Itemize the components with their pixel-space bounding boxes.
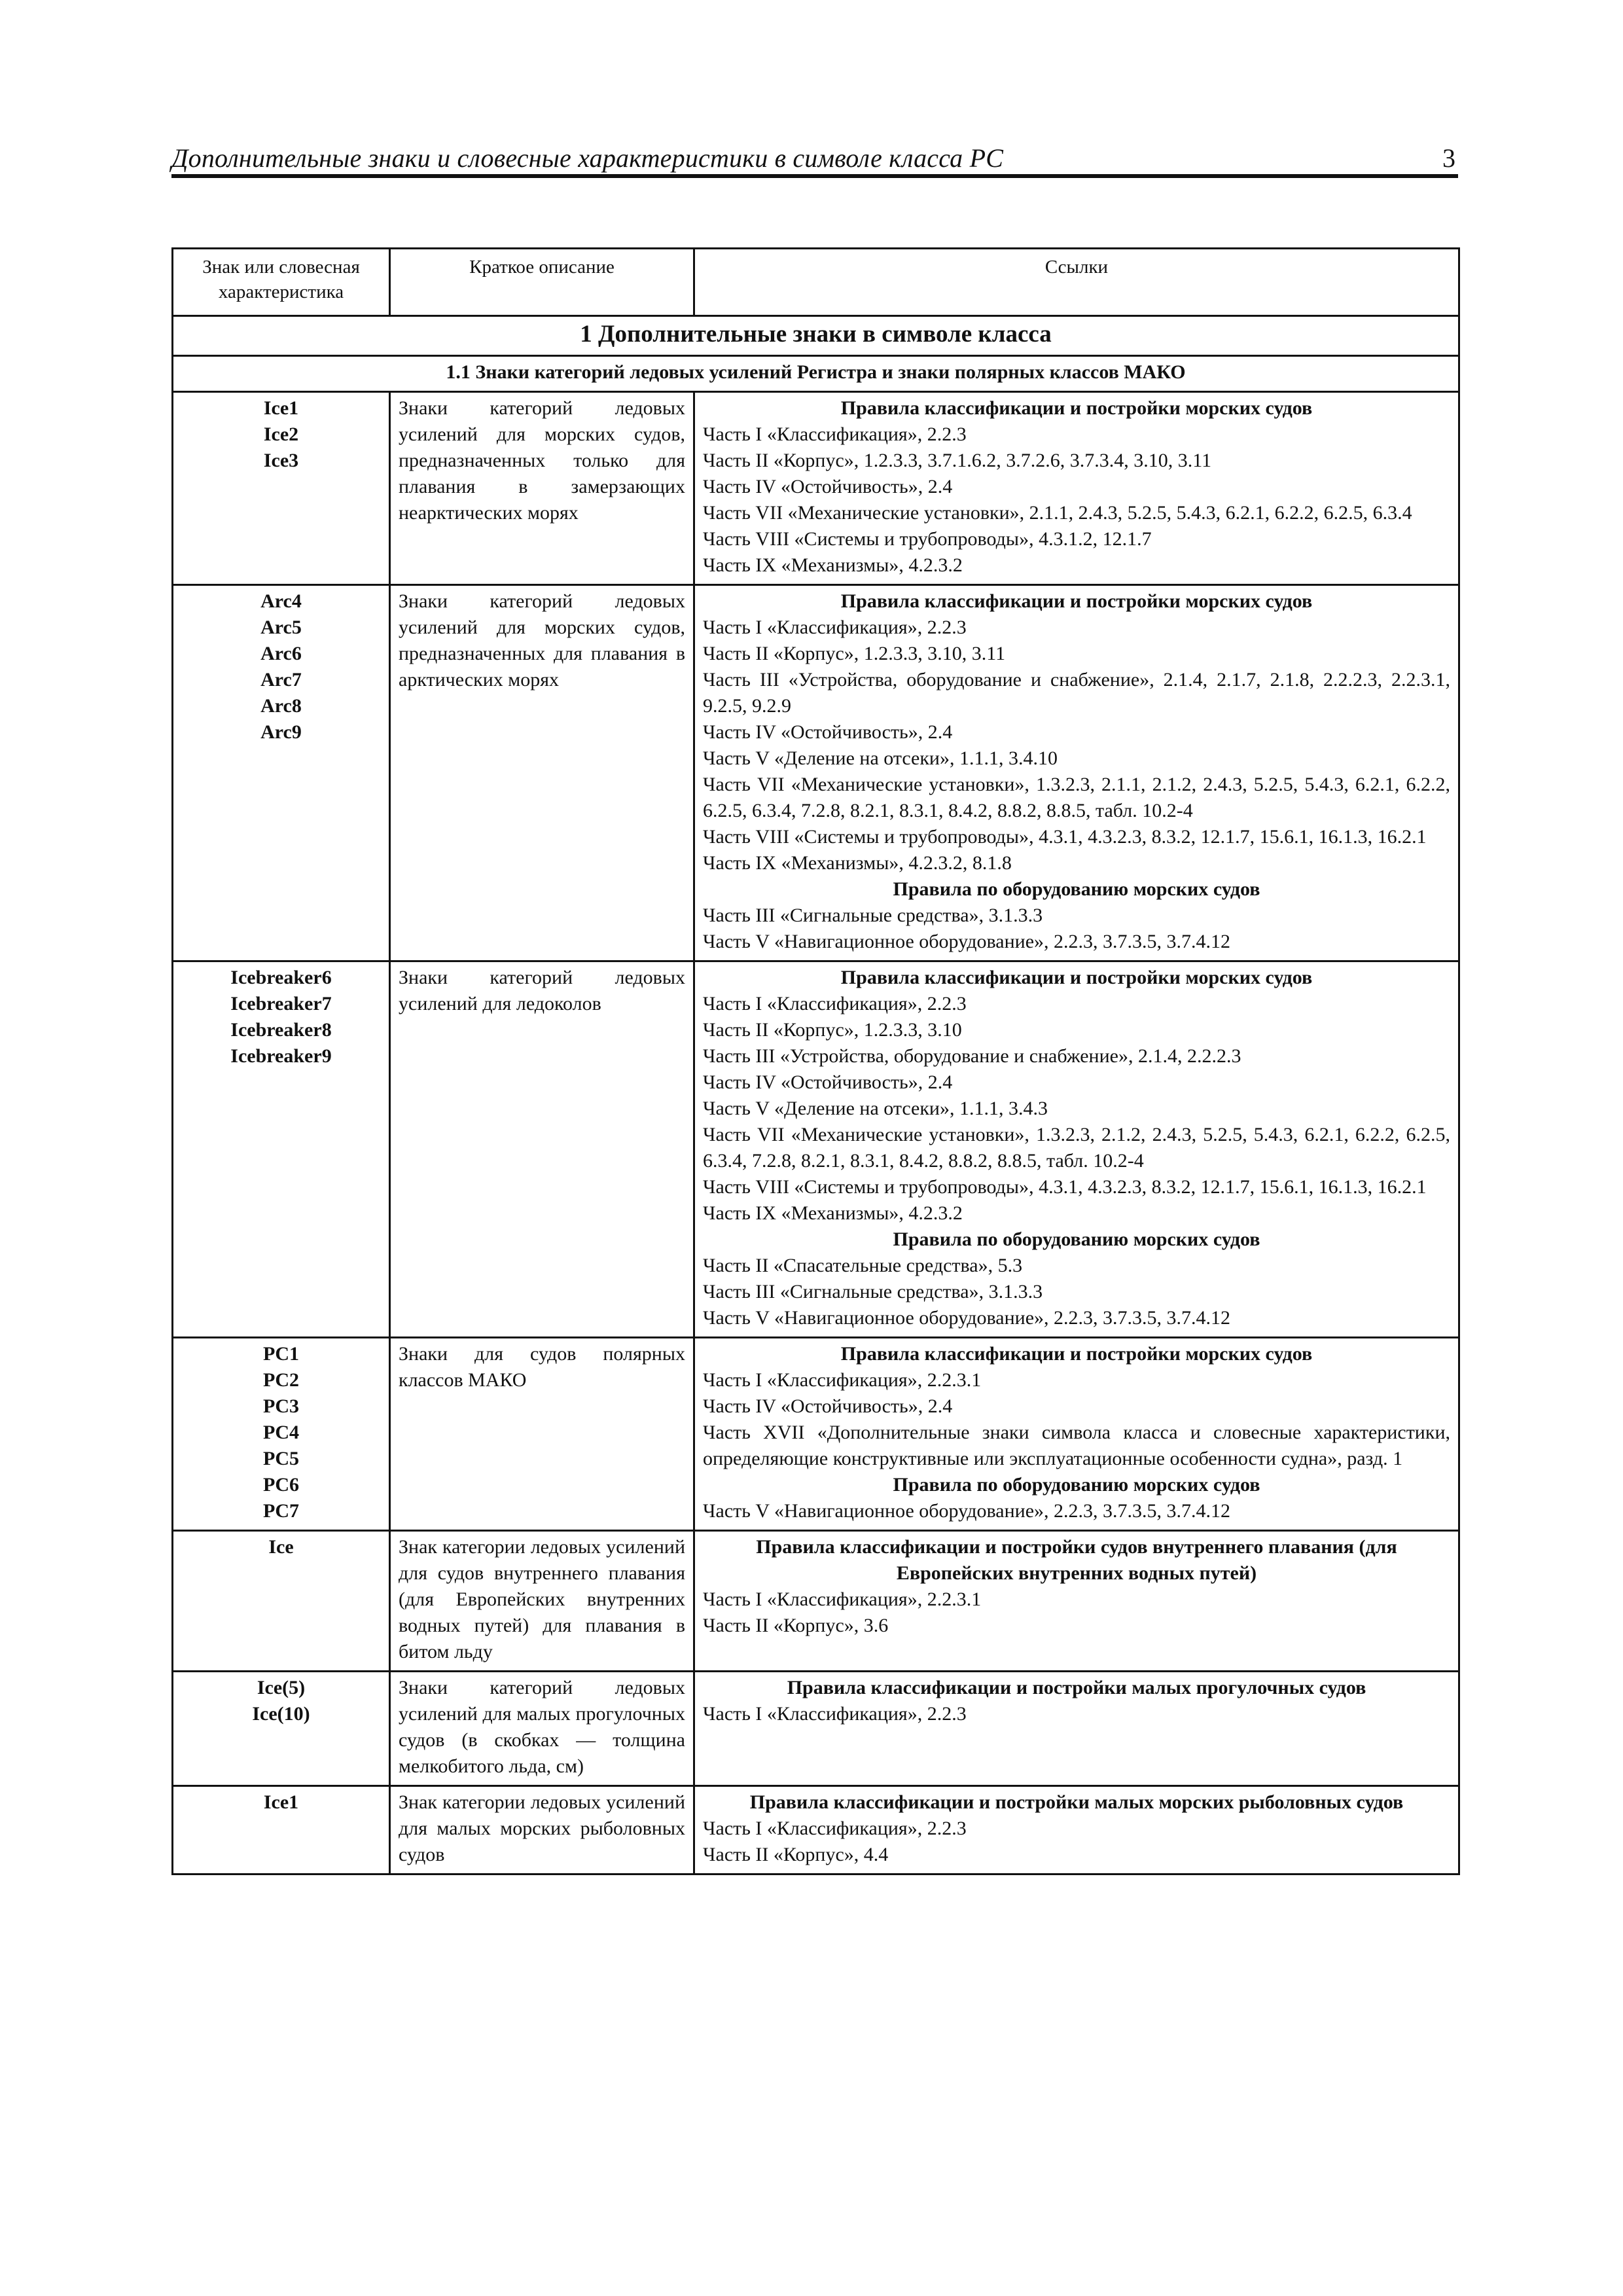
- sign-cell: [173, 1786, 390, 1874]
- class-sign: PC3: [263, 1395, 299, 1417]
- description-cell: Знаки категорий ледовых усилений для морских судов, предназначенных только для плавания в замерзающих неарктических морях: [390, 392, 694, 585]
- class-sign: Arc5: [260, 617, 302, 638]
- reference-line: Часть II «Спасательные средства», 5.3: [703, 1255, 1023, 1276]
- reference-line: Часть I «Классификация», 2.2.3: [703, 423, 967, 445]
- reference-line: Часть III «Устройства, оборудование и снабжение», 2.1.4, 2.2.2.3: [703, 1045, 1241, 1067]
- reference-line: Часть VIII «Системы и трубопроводы», 4.3.1, 4.3.2.3, 8.3.2, 12.1.7, 15.6.1, 16.1.3, 16.2.1: [703, 826, 1427, 848]
- class-sign: PC1: [263, 1343, 299, 1365]
- class-sign: PC4: [263, 1422, 299, 1443]
- table-header-row: [173, 249, 1459, 316]
- references-cell: [694, 1786, 1459, 1874]
- reference-line: Часть III «Сигнальные средства», 3.1.3.3: [703, 1281, 1043, 1302]
- class-sign: Arc9: [260, 721, 302, 743]
- reference-line: Часть IX «Механизмы», 4.2.3.2: [703, 1202, 963, 1224]
- reference-line: Часть I «Классификация», 2.2.3.1: [703, 1588, 982, 1610]
- reference-line: Часть II «Корпус», 1.2.3.3, 3.7.1.6.2, 3.7.2.6, 3.7.3.4, 3.10, 3.11: [703, 450, 1212, 471]
- references-cell: [694, 1672, 1459, 1786]
- class-sign: Ice1: [263, 397, 299, 419]
- table-row: [173, 961, 1459, 1338]
- rules-title: Правила классификации и постройки морских судов: [840, 1343, 1313, 1365]
- column-header-references: Ссылки: [694, 249, 1459, 316]
- reference-line: Часть IV «Остойчивость», 2.4: [703, 1071, 953, 1093]
- references-cell: [694, 961, 1459, 1338]
- section-title: 1 Дополнительные знаки в символе класса: [173, 316, 1459, 356]
- table-row: [173, 1672, 1459, 1786]
- sign-cell: [173, 961, 390, 1338]
- class-sign: PC5: [263, 1448, 299, 1469]
- table-row: [173, 1338, 1459, 1531]
- reference-line: Часть II «Корпус», 1.2.3.3, 3.10, 3.11: [703, 643, 1006, 664]
- reference-line: Часть VIII «Системы и трубопроводы», 4.3.1.2, 12.1.7: [703, 528, 1152, 550]
- sign-cell: [173, 1672, 390, 1786]
- class-sign: Ice: [268, 1536, 294, 1558]
- rules-title: Правила классификации и постройки малых прогулочных судов: [787, 1677, 1366, 1698]
- reference-line: Часть I «Классификация», 2.2.3: [703, 993, 967, 1014]
- subsection-title-row: [173, 356, 1459, 392]
- reference-line: Часть V «Навигационное оборудование», 2.2.3, 3.7.3.5, 3.7.4.12: [703, 1500, 1231, 1522]
- references-cell: [694, 1531, 1459, 1672]
- rules-title: Правила по оборудованию морских судов: [893, 1474, 1260, 1496]
- rules-title: Правила по оборудованию морских судов: [893, 1229, 1260, 1250]
- reference-line: Часть V «Навигационное оборудование», 2.2.3, 3.7.3.5, 3.7.4.12: [703, 1307, 1231, 1329]
- rules-title: Правила классификации и постройки судов внутреннего плавания (для Европейских внутренних водных путей): [756, 1536, 1397, 1584]
- reference-line: Часть IV «Остойчивость», 2.4: [703, 476, 953, 497]
- class-notation-table: [171, 247, 1460, 1875]
- class-sign: Icebreaker6: [230, 967, 332, 988]
- reference-line: Часть III «Устройства, оборудование и снабжение», 2.1.4, 2.1.7, 2.1.8, 2.2.2.3, 2.2.3.1, 9.2.5, 9.2.9: [703, 669, 1450, 717]
- column-header-sign: Знак или словесная характеристика: [173, 249, 390, 316]
- class-sign: PC7: [263, 1500, 299, 1522]
- table-row: [173, 585, 1459, 961]
- rules-title: Правила классификации и постройки малых морских рыболовных судов: [749, 1791, 1404, 1813]
- reference-line: Часть VII «Механические установки», 1.3.2.3, 2.1.1, 2.1.2, 2.4.3, 5.2.5, 5.4.3, 6.2.1, 6.2.2, 6.2.5, 6.3.4, 7.2.8, 8.2.1, 8.3.1, 8.4.2, 8.8.2, 8.8.5, табл. 10.2-4: [703, 774, 1450, 821]
- references-cell: [694, 585, 1459, 961]
- description-cell: Знаки категорий ледовых усилений для малых прогулочных судов (в скобках — толщина мелкобитого льда, см): [390, 1672, 694, 1786]
- description-cell: Знаки категорий ледовых усилений для морских судов, предназначенных для плавания в арктических морях: [390, 585, 694, 961]
- reference-line: Часть II «Корпус», 4.4: [703, 1844, 889, 1865]
- section-title-row: [173, 316, 1459, 356]
- reference-line: Часть VII «Механические установки», 1.3.2.3, 2.1.2, 2.4.3, 5.2.5, 5.4.3, 6.2.1, 6.2.2, 6.2.5, 6.3.4, 7.2.8, 8.2.1, 8.3.1, 8.4.2, 8.8.2, 8.8.5, табл. 10.2-4: [703, 1124, 1450, 1172]
- reference-line: Часть III «Сигнальные средства», 3.1.3.3: [703, 905, 1043, 926]
- header-title: Дополнительные знаки и словесные характеристики в символе класса РС: [171, 143, 1004, 173]
- class-sign: Ice2: [263, 423, 299, 445]
- rules-title: Правила по оборудованию морских судов: [893, 878, 1260, 900]
- description-cell: Знак категории ледовых усилений для малых морских рыболовных судов: [390, 1786, 694, 1874]
- class-sign: PC6: [263, 1474, 299, 1496]
- reference-line: Часть II «Корпус», 1.2.3.3, 3.10: [703, 1019, 962, 1041]
- reference-line: Часть XVII «Дополнительные знаки символа класса и словесные характеристики, определяющие конструктивные или эксплуатационные особенности судна», разд. 1: [703, 1422, 1450, 1469]
- class-sign: Ice1: [263, 1791, 299, 1813]
- reference-line: Часть V «Деление на отсеки», 1.1.1, 3.4.3: [703, 1098, 1048, 1119]
- column-header-description: Краткое описание: [390, 249, 694, 316]
- class-sign: Icebreaker7: [230, 993, 332, 1014]
- rules-title: Правила классификации и постройки морских судов: [840, 397, 1313, 419]
- table-row: [173, 1531, 1459, 1672]
- description-cell: Знаки для судов полярных классов МАКО: [390, 1338, 694, 1531]
- class-sign: Ice3: [263, 450, 299, 471]
- sign-cell: [173, 1531, 390, 1672]
- table-row: [173, 392, 1459, 585]
- class-sign: Icebreaker8: [230, 1019, 332, 1041]
- reference-line: Часть I «Классификация», 2.2.3.1: [703, 1369, 982, 1391]
- rules-title: Правила классификации и постройки морских судов: [840, 967, 1313, 988]
- sign-cell: [173, 392, 390, 585]
- references-cell: [694, 392, 1459, 585]
- class-sign: Arc4: [260, 590, 302, 612]
- reference-line: Часть V «Навигационное оборудование», 2.2.3, 3.7.3.5, 3.7.4.12: [703, 931, 1231, 952]
- running-header: [171, 143, 1458, 178]
- reference-line: Часть VIII «Системы и трубопроводы», 4.3.1, 4.3.2.3, 8.3.2, 12.1.7, 15.6.1, 16.1.3, 16.2.1: [703, 1176, 1427, 1198]
- reference-line: Часть I «Классификация», 2.2.3: [703, 1818, 967, 1839]
- reference-line: Часть IX «Механизмы», 4.2.3.2, 8.1.8: [703, 852, 1012, 874]
- rules-title: Правила классификации и постройки морских судов: [840, 590, 1313, 612]
- reference-line: Часть II «Корпус», 3.6: [703, 1615, 889, 1636]
- references-cell: [694, 1338, 1459, 1531]
- class-sign: Arc6: [260, 643, 302, 664]
- description-cell: Знак категории ледовых усилений для судов внутреннего плавания (для Европейских внутренних водных путей) для плавания в битом льду: [390, 1531, 694, 1672]
- table-row: [173, 1786, 1459, 1874]
- class-sign: Arc8: [260, 695, 302, 717]
- reference-line: Часть V «Деление на отсеки», 1.1.1, 3.4.10: [703, 747, 1058, 769]
- page-number: 3: [1442, 143, 1455, 173]
- description-cell: Знаки категорий ледовых усилений для ледоколов: [390, 961, 694, 1338]
- reference-line: Часть IV «Остойчивость», 2.4: [703, 1395, 953, 1417]
- reference-line: Часть I «Классификация», 2.2.3: [703, 1703, 967, 1725]
- class-sign: PC2: [263, 1369, 299, 1391]
- reference-line: Часть IX «Механизмы», 4.2.3.2: [703, 554, 963, 576]
- reference-line: Часть VII «Механические установки», 2.1.1, 2.4.3, 5.2.5, 5.4.3, 6.2.1, 6.2.2, 6.2.5, 6.3.4: [703, 502, 1412, 524]
- reference-line: Часть I «Классификация», 2.2.3: [703, 617, 967, 638]
- sign-cell: [173, 1338, 390, 1531]
- class-sign: Arc7: [260, 669, 302, 691]
- class-sign: Icebreaker9: [230, 1045, 332, 1067]
- reference-line: Часть IV «Остойчивость», 2.4: [703, 721, 953, 743]
- sign-cell: [173, 585, 390, 961]
- class-sign: Ice(5): [257, 1677, 306, 1698]
- subsection-title: 1.1 Знаки категорий ледовых усилений Регистра и знаки полярных классов МАКО: [173, 356, 1459, 392]
- class-sign: Ice(10): [252, 1703, 310, 1725]
